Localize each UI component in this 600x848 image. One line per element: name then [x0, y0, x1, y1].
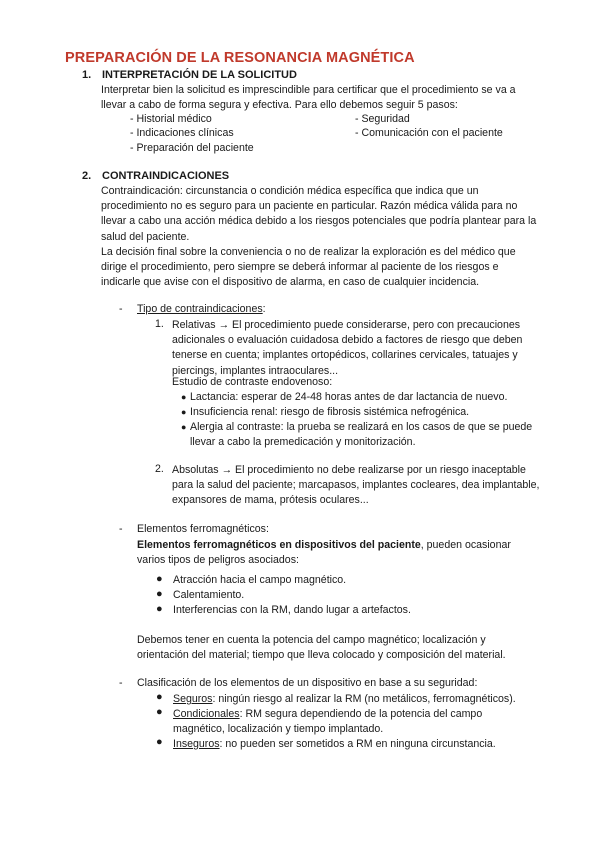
classification-desc-3: : no pueden ser sometidos a RM en ninguna circunstancia.: [219, 738, 496, 750]
section-2-heading: [82, 170, 522, 184]
bullet-dot: ●: [156, 603, 163, 615]
bullet-dot: ●: [181, 422, 187, 432]
section-1-heading: [82, 69, 522, 83]
types-label-text: Tipo de contraindicaciones: [137, 303, 263, 315]
relative-text: Relativas → El procedimiento puede considerarse, pero con precauciones adicionales o evaluación cuidadosa debido a factores de riesgo que deben tenerse en cuenta; implantes ortopédicos, collarines cervicales, tatuajes y piercings, implantes intraoculares...: [172, 319, 523, 377]
bullet-dot: ●: [181, 392, 187, 402]
types-label: [137, 303, 266, 315]
contraindication-definition: Contraindicación: circunstancia o condición médica específica que indica que un procedimiento no es seguro para un paciente en particular. Razón médica válida para no llevar a cabo una acción médica debido a los riesgos potenciales que podría plantear para la salud del paciente.: [101, 185, 537, 243]
ferro-dash: -: [119, 523, 123, 535]
ferro-description: [137, 538, 537, 568]
absolute-number: 2.: [155, 463, 164, 475]
section-1-number: 1.: [82, 69, 92, 81]
bullet-dot: ●: [156, 588, 163, 600]
bullet-dot: ●: [156, 706, 163, 718]
contrast-item-1: Lactancia: esperar de 24-48 horas antes de dar lactancia de nuevo.: [190, 391, 508, 403]
ferro-label: Elementos ferromagnéticos:: [137, 523, 269, 535]
classification-desc-1: : ningún riesgo al realizar la RM (no metálicos, ferromagnéticos).: [212, 693, 516, 705]
ferro-bold: Elementos ferromagnéticos en dispositivos del paciente: [137, 539, 421, 551]
classification-item-2: [173, 707, 513, 737]
classification-dash: -: [119, 677, 123, 689]
classification-term-1: Seguros: [173, 693, 213, 705]
classification-item-1: [173, 692, 543, 707]
classification-desc-2: : RM segura dependiendo de la potencia del campo magnético, localización y tiempo implantado.: [173, 708, 483, 736]
ferro-item-2: Calentamiento.: [173, 589, 245, 601]
contrast-item-2: Insuficiencia renal: riesgo de fibrosis sistémica nefrogénica.: [190, 406, 470, 418]
bullet-dot: ●: [156, 573, 163, 585]
document-title: PREPARACIÓN DE LA RESONANCIA MAGNÉTICA: [65, 50, 415, 66]
ferro-rest: , pueden ocasionar varios tipos de peligros asociados:: [137, 539, 511, 567]
section-1-intro: Interpretar bien la solicitud es imprescindible para certificar que el procedimiento se va a llevar a cabo de forma segura y efectiva. Para ello debemos seguir 5 pasos:: [101, 84, 516, 112]
step-left-2: - Indicaciones clínicas: [130, 127, 234, 139]
classification-term-3: Inseguros: [173, 738, 220, 750]
relative-number: 1.: [155, 318, 164, 330]
types-dash: -: [119, 303, 123, 315]
ferro-closing: Debemos tener en cuenta la potencia del campo magnético; localización y orientación del material; tiempo que lleva colocado y composición del material.: [137, 634, 506, 662]
step-left-3: - Preparación del paciente: [130, 142, 254, 154]
final-decision-paragraph: La decisión final sobre la conveniencia o no de realizar la exploración es del médico que dirige el procedimiento, pero siempre se deberá informar al paciente de los riesgos e indicarle que avise con el dispositivo de alarma, en caso de cualquier incidencia.: [101, 246, 516, 289]
step-right-2: - Comunicación con el paciente: [355, 127, 503, 139]
absolute-text: Absolutas → El procedimiento no debe realizarse por un riesgo inaceptable para la salud del paciente; marcapasos, implantes cocleares, dea implantable, expansores de mama, prótesis oculares...: [172, 464, 540, 507]
section-2-number: 2.: [82, 170, 92, 182]
contrast-item-3: Alergia al contraste: la prueba se realizará en los casos de que se puede llevar a cabo la premedicación y monitorización.: [190, 421, 533, 449]
ferro-item-1: Atracción hacia el campo magnético.: [173, 574, 347, 586]
classification-item-3: [173, 737, 543, 752]
bullet-dot: ●: [156, 736, 163, 748]
ferro-item-3: Interferencias con la RM, dando lugar a artefactos.: [173, 604, 411, 616]
classification-label: Clasificación de los elementos de un dispositivo en base a su seguridad:: [137, 677, 478, 689]
section-1-title: INTERPRETACIÓN DE LA SOLICITUD: [102, 69, 297, 81]
section-2-title: CONTRAINDICACIONES: [102, 170, 230, 182]
types-label-colon: :: [262, 303, 266, 315]
bullet-dot: ●: [156, 691, 163, 703]
step-right-1: - Seguridad: [355, 113, 410, 125]
step-left-1: - Historial médico: [130, 113, 212, 125]
bullet-dot: ●: [181, 407, 187, 417]
contrast-label: Estudio de contraste endovenoso:: [172, 376, 333, 388]
classification-term-2: Condicionales: [173, 708, 240, 720]
